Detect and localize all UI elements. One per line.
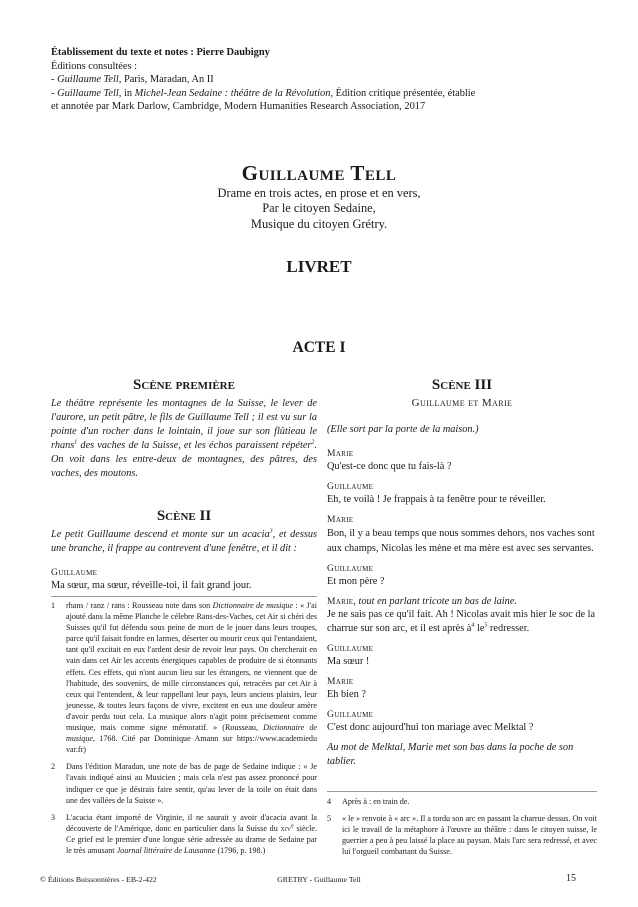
footnote-2: 2 Dans l'édition Maradan, une note de bas de page de Sedaine indique : « Je l'avais indiqué ainsi au Musicien ; mais cela n'est pas assez prononcé pour indiquer ce que je désirais faire sentir, qu'au lever de la toile on était dans une des vallées de la Suisse ». bbox=[51, 762, 317, 805]
footnote-ref-2[interactable]: 2 bbox=[311, 439, 315, 446]
edition-entry-2-continued: et annotée par Mark Darlow, Cambridge, Modern Humanities Research Association, 2017 bbox=[51, 101, 426, 113]
scene-2-title: Scène II bbox=[156, 508, 212, 525]
speaker-name: Marie bbox=[327, 447, 354, 459]
scene-3-stage-direction: (Elle sort par la porte de la maison.) bbox=[327, 424, 479, 435]
footnotes-left bbox=[51, 600, 317, 862]
speaker-with-direction: Marie, tout en parlant tricote un bas de laine. bbox=[327, 595, 517, 607]
footnote-ref-1[interactable]: 1 bbox=[74, 439, 78, 446]
left-column bbox=[51, 375, 317, 593]
livret-heading: LIVRET bbox=[286, 257, 352, 276]
editions-label: Éditions consultées : bbox=[51, 60, 138, 72]
work-title: Guillaume Tell bbox=[241, 161, 397, 185]
edition-entry-2: - Guillaume Tell, in Michel-Jean Sedaine : théâtre de la Révolution, Édition critique présentée, établie bbox=[51, 87, 476, 99]
edition-credits bbox=[51, 46, 611, 114]
dialogue-line: Bon, il y a beau temps que nous sommes dehors, nos vaches sont aux champs, Nicolas les mène et ma mère est avec ses servantes. bbox=[327, 527, 595, 554]
footnote-1: 1 rhans / ranz / rans : Rousseau note dans son Dictionnaire de musique : « J'ai ajouté dans la même Planche le célebre Rans-des-Vaches, cet Air si chéri des Suisses qu'il fut défendu sous peine de mort de le jouer dans leurs troupes, parce qu'il faisait fondre en larmes, déserter ou mourir ceux qui l'entandaient, tant qu'il excitait en eux l'ardent desir de revoir leur pays. On chercherait en vain dans cet Air les accents énergiques capables de produire de si étonnants effets. Ces effets, qui n'ont aucun lieu sur les étrangers, ne viennent que de l'habitude, des souvenirs, de mille circonstances qui, retracées par cet Air à ceux qui l'entendent, & leur rappellant leur pays, leurs anciens plaisirs, leur jeunesse, & toutes leurs façons de vivre, excitent en eux une douleur amère d'avoir perdu tout cela. La musique alors n'agit point précisement comme musique, mais comme signe mémoratif. » (Rousseau, Dictionnaire de musique, 1768. Cité par Dominique Amann sur https://www.academiedu var.fr) bbox=[51, 601, 317, 755]
footer-running-title: GRETRY - Guillaume Tell bbox=[277, 875, 361, 884]
speaker-name: Marie bbox=[327, 513, 354, 525]
footnotes-right bbox=[327, 796, 597, 863]
footnote-divider-left bbox=[51, 596, 317, 597]
dialogue-line: Eh bien ? bbox=[327, 688, 366, 700]
edition-entry-1: - Guillaume Tell, Paris, Maradan, An II bbox=[51, 74, 214, 86]
page-number: 15 bbox=[566, 873, 576, 884]
subtitle-line-2: Par le citoyen Sedaine, bbox=[262, 201, 376, 216]
footnote-divider-right bbox=[327, 791, 597, 792]
act-heading: ACTE I bbox=[292, 339, 346, 356]
speaker-name: Guillaume bbox=[327, 642, 374, 654]
dialogue-line: Qu'est-ce donc que tu fais-là ? bbox=[327, 460, 452, 472]
footnote-5: 5 « le » renvoie à « arc ». Il a tordu son arc en passant la charrue dessus. On voit ici le travail de la métaphore à l'œuvre au théâtre : dans le citoyen suisse, le guerrier a peu à peu laissé la place au paysan. Mais l'arc sera redressé, et avec lui l'orgueil combattant du Suisse. bbox=[327, 814, 597, 857]
footnote-3: 3 L'acacia étant importé de Virginie, il ne saurait y avoir d'acacia avant la découverte de l'Amérique, donc en particulier dans la Suisse du xiv$^e$ siècle. Ce grief est le premier d'une longue série adressée au drame de Sedaine par le très amusant Journal littéraire de Lausanne (1796, p. 198.) bbox=[51, 812, 317, 855]
dialogue-line: Ma sœur, ma sœur, réveille-toi, il fait grand jour. bbox=[51, 580, 252, 592]
scene-3-characters: Guillaume et Marie bbox=[411, 397, 513, 409]
dialogue-line: Ma sœur ! bbox=[327, 655, 370, 667]
scene-3-title: Scène III bbox=[431, 377, 493, 393]
dialogue-line: C'est donc aujourd'hui ton mariage avec Melktal ? bbox=[327, 721, 534, 733]
speaker-name: Guillaume bbox=[327, 708, 374, 720]
speaker-name: Guillaume bbox=[51, 567, 98, 579]
right-column bbox=[327, 375, 597, 769]
footnote-ref-4[interactable]: 4 bbox=[471, 622, 475, 629]
scene-1-title: Scène première bbox=[133, 377, 235, 393]
footnote-ref-3[interactable]: 3 bbox=[269, 529, 273, 536]
speaker-name: Marie bbox=[327, 675, 354, 687]
scene-2-stage-direction: Le petit Guillaume descend et monte sur un acacia$^3$, et dessus une branche, il frappe au contrevent d'une fenêtre, et il dit : bbox=[51, 529, 318, 555]
subtitle-line-3: Musique du citoyen Grétry. bbox=[250, 216, 388, 231]
dialogue-line: Eh, te voilà ! Je frappais à ta fenêtre pour te réveiller. bbox=[327, 493, 546, 505]
speaker-name: Guillaume bbox=[327, 480, 374, 492]
title-block bbox=[0, 160, 638, 232]
closing-stage-direction: Au mot de Melktal, Marie met son bas dans la poche de son tablier. bbox=[327, 741, 574, 767]
dialogue-line: Je ne sais pas ce qu'il fait. Ah ! Nicolas avait mis hier le soc de la charrue sur son arc, et il est après $à^4$ $le^5$ redresser. bbox=[327, 608, 596, 634]
footer-publisher: © Éditions Buissonnières - EB-2-422 bbox=[40, 875, 157, 884]
speaker-name: Guillaume bbox=[327, 562, 374, 574]
footnote-4: 4 Après à : en train de. bbox=[327, 797, 410, 806]
footnote-ref-5[interactable]: 5 bbox=[484, 622, 488, 629]
established-by: Établissement du texte et notes : Pierre Daubigny bbox=[51, 47, 270, 58]
subtitle-line-1: Drame en trois actes, en prose et en vers, bbox=[217, 186, 421, 200]
dialogue-line: Et mon père ? bbox=[327, 575, 385, 587]
scene-1-stage-direction: Le théâtre représente les montagnes de la Suisse, le lever de l'aurore, un petit pâtre, le fils de Guillaume Tell ; il est vu sur la pointe d'un rocher dans le lointain, il joue sur son flûtieau le rhans$^1$ des vaches de la Suisse, et les échos paraissent répéter$^2$. On voit dans les entre-deux de montagnes, des pâtres, des vaches, des moutons. bbox=[51, 398, 317, 479]
